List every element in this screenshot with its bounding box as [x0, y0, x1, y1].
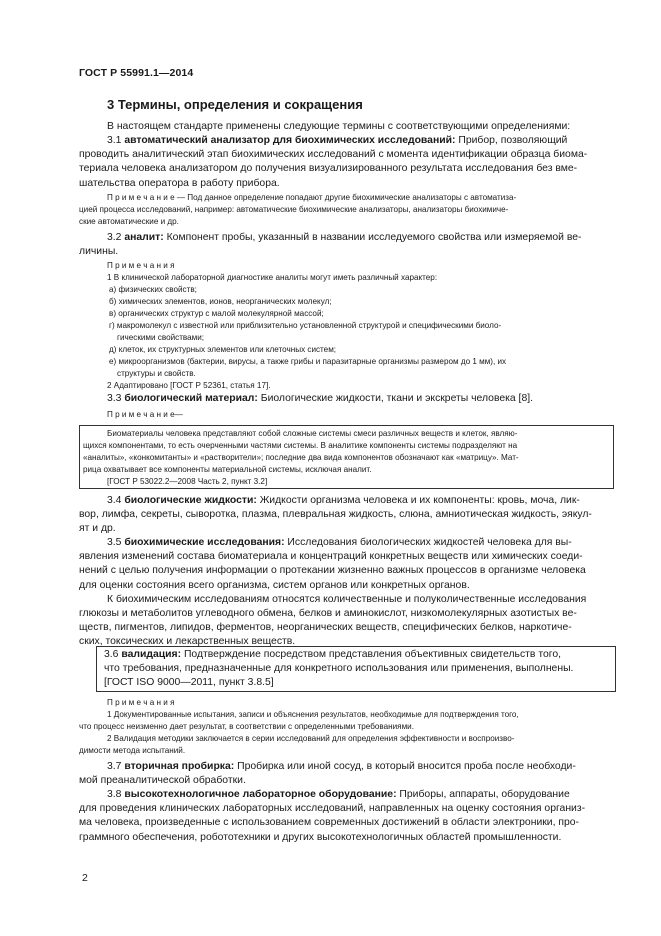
note-label: П р и м е ч а н и е [107, 410, 175, 419]
note-dash: — [174, 410, 183, 419]
term-name: биологический материал: [124, 393, 258, 404]
term-text: ществ, пигментов, липидов, ферментов, неорганических веществ, специфических белков, наркотиче- [79, 622, 572, 634]
reference: [ГОСТ Р 53022.2—2008 Часть 2, пункт 3.2] [107, 477, 268, 486]
term-3-1 [79, 134, 614, 191]
list-item: структуры и свойств. [117, 369, 196, 378]
note-text: рица охватывает все компоненты материальной системы, исключая аналит. [83, 465, 372, 474]
term-text: Компонент пробы, указанный в названии исследуемого свойства или измеряемой ве- [166, 232, 582, 243]
note-3-3 [79, 428, 614, 488]
note-3-2 [79, 260, 614, 392]
term-name: валидация: [121, 649, 182, 660]
term-3-4 [79, 494, 614, 537]
term-text: личины. [79, 246, 119, 258]
note-text: 1 Документированные испытания, записи и объяснения результатов, необходимые для подтверждения того, [107, 710, 519, 719]
term-text: Приборы, аппараты, оборудование [399, 789, 570, 800]
term-number: 3.8 [107, 789, 122, 800]
note-text: димости метода испытаний. [79, 746, 186, 755]
term-3-8 [79, 788, 614, 845]
note-text: — Под данное определение попадают другие биохимические анализаторы с автоматиза- [176, 193, 517, 202]
note-text: «аналиты», «конкомитанты» и «растворители»; последние два вида компонентов обозначают как «матрицу». Мат- [83, 453, 519, 462]
term-3-7 [79, 760, 614, 788]
term-text: Биологические жидкости, ткани и экскреты человека [8]. [260, 393, 534, 404]
section-title: 3 Термины, определения и сокращения [107, 97, 363, 112]
note-text: 2 Валидация методики заключается в серии исследований для определения эффективности и воспроизво- [107, 734, 515, 743]
page-number: 2 [82, 872, 88, 884]
note-text: щихся компонентами, то есть очерченными частями системы. В аналитике компоненты системы подразделяют на [83, 441, 518, 450]
intro-text: В настоящем стандарте применены следующие термины с соответствующими определениями: [107, 121, 571, 132]
note-text: 2 Адаптировано [ГОСТ Р 52361, статья 17]. [107, 381, 271, 390]
term-name: биохимические исследования: [124, 537, 285, 548]
note-text: что процесс неизменно дает результат, в соответствии с определенными требованиями. [79, 722, 414, 731]
list-item: б) химических элементов, ионов, неорганических молекул; [109, 297, 332, 306]
term-3-3 [79, 392, 614, 406]
note-text: 1 В клинической лабораторной диагностике аналиты могут иметь различный характер: [107, 273, 438, 282]
term-text: Пробирка или иной сосуд, в который вносится проба после необходи- [237, 761, 576, 772]
term-text: нений с целью получения информации о протекании жизненно важных процессов в организме человека [79, 565, 586, 577]
note-3-1 [79, 192, 614, 228]
term-3-5 [79, 536, 614, 650]
note-text: Биоматериалы человека представляют собой сложные системы смеси различных веществ и клеток, являю- [107, 429, 518, 438]
section-intro [79, 120, 614, 134]
term-text: Подтверждение посредством представления объективных свидетельств того, [183, 649, 561, 660]
note-3-6 [79, 697, 614, 757]
term-text: для оценки состояния всего организма, систем органов или конкретных органов. [79, 579, 470, 591]
term-text: что требования, предназначенные для конкретного использования или применения, выполнены. [104, 663, 574, 675]
term-text: К биохимическим исследованиям относятся количественные и полуколичественные исследования [107, 593, 587, 605]
term-3-2 [79, 231, 614, 259]
term-text: Прибор, позволяющий [458, 135, 568, 146]
list-item: гическими свойствами; [117, 333, 205, 342]
term-number: 3.2 [107, 232, 122, 243]
term-text: ят и др. [79, 523, 116, 535]
term-text: явления изменений состава биоматериала и концентраций конкретных веществ или химических соеди- [79, 551, 583, 563]
term-name: биологические жидкости: [124, 495, 257, 506]
term-text: для проведения клинических лабораторных исследований, направленных на оценку состояния организ- [79, 803, 586, 815]
document-header: ГОСТ Р 55991.1—2014 [79, 67, 194, 79]
term-text: глюкозы и метаболитов углеводного обмена, белков и аминокислот, низкомолекулярных азотистых ве- [79, 608, 577, 620]
term-name: аналит: [124, 232, 164, 243]
term-number: 3.3 [107, 393, 122, 404]
term-name: автоматический анализатор для биохимических исследований: [124, 135, 456, 146]
term-text: Исследования биологических жидкостей человека для вы- [287, 537, 572, 548]
term-text: териала человека анализатором до получения визуализированного результата исследования без вме- [79, 163, 578, 175]
list-item: е) микроорганизмов (бактерии, вирусы, а также грибы и паразитарные организмы размером до 1 мм), их [109, 357, 507, 366]
term-name: высокотехнологичное лабораторное оборудование: [124, 789, 397, 800]
term-text: проводить аналитический этап биохимических исследований с момента идентификации образца биома- [79, 149, 588, 161]
note-label: П р и м е ч а н и я [107, 698, 175, 707]
term-text: ма человека, произведенные с использованием современных достижений в области электроники, про- [79, 817, 580, 829]
list-item: а) физических свойств; [109, 285, 197, 294]
term-number: 3.5 [107, 537, 122, 548]
reference: [ГОСТ ISO 9000—2011, пункт 3.8.5] [104, 677, 274, 689]
term-text: вор, лимфа, секреты, сыворотка, плазма, плевральная жидкость, слюна, амниотическая жидкость, эякул- [79, 509, 592, 521]
term-text: ских, токсических и лекарственных веществ. [79, 636, 296, 648]
term-number: 3.1 [107, 135, 122, 146]
term-text: Жидкости организма человека и их компоненты: кровь, моча, лик- [259, 495, 580, 506]
term-number: 3.4 [107, 495, 122, 506]
term-number: 3.6 [104, 649, 119, 660]
term-text: граммного обеспечения, робототехники и других высокотехнологичных областей промышленности. [79, 831, 562, 843]
note-text: цией процесса исследований, например: автоматические биохимические анализаторы, анализаторы биохимиче- [79, 205, 509, 214]
note-text: ские автоматические и др. [79, 217, 179, 226]
term-text: шательства оператора в работу прибора. [79, 177, 280, 189]
list-item: г) макромолекул с известной или приблизительно установленной структурой и специфическими биоло- [109, 321, 502, 330]
term-text: мой преаналитической обработки. [79, 775, 246, 787]
note-3-3-label [79, 409, 614, 421]
note-label: П р и м е ч а н и е [107, 193, 175, 202]
term-name: вторичная пробирка: [124, 761, 235, 772]
note-label: П р и м е ч а н и я [107, 261, 175, 270]
list-item: д) клеток, их структурных элементов или клеточных систем; [109, 345, 337, 354]
term-number: 3.7 [107, 761, 122, 772]
term-3-6 [104, 648, 612, 691]
list-item: в) органических структур с малой молекулярной массой; [109, 309, 324, 318]
